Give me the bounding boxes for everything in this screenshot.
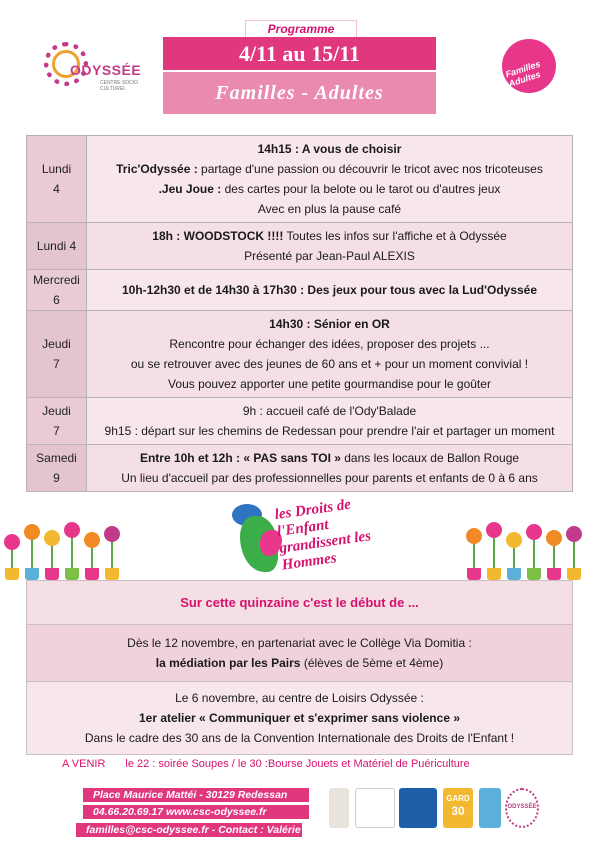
description-text: Rencontre pour échanger des idées, proposer des projets ... — [169, 337, 490, 351]
day-label: 7 — [53, 357, 60, 371]
description-text: 14h30 : Sénior en OR — [269, 317, 390, 331]
flower-stem — [111, 538, 113, 568]
redessan-logo-icon — [355, 788, 395, 828]
schedule-day — [27, 398, 87, 445]
description-text: Entre 10h et 12h : « PAS sans TOI » — [139, 451, 341, 465]
a-venir-line — [62, 758, 542, 770]
audience-banner: Familles - Adultes — [163, 72, 436, 114]
description-text: 18h : WOODSTOCK !!!! — [152, 229, 284, 243]
flower-stem — [71, 534, 73, 568]
schedule-day — [27, 223, 87, 270]
flower-stem — [31, 536, 33, 568]
description-text: 9h : accueil café de l'Ody'Balade — [242, 404, 417, 418]
flower-pot-icon — [85, 568, 99, 580]
info-text: 1er atelier « Communiquer et s'exprimer sans violence » — [139, 711, 460, 725]
description-text: 14h15 : A vous de choisir — [257, 142, 402, 156]
flower-icon — [24, 524, 40, 540]
flower-pot-icon — [487, 568, 501, 580]
programme-label: Programme — [245, 20, 357, 38]
flower-stem — [493, 534, 495, 568]
schedule-day — [27, 270, 87, 311]
schedule-row — [27, 398, 573, 445]
footer-address: Place Maurice Mattéi - 30129 Redessan — [83, 788, 309, 802]
flower-icon — [506, 532, 522, 548]
schedule-row — [27, 311, 573, 398]
day-label: Lundi — [41, 162, 72, 176]
description-text: 9h15 : départ sur les chemins de Redessan pour prendre l'air et partager un moment — [104, 424, 555, 438]
flower-icon — [4, 534, 20, 550]
schedule-description — [87, 311, 573, 398]
flower-pot-icon — [105, 568, 119, 580]
flower-pot-icon — [507, 568, 521, 580]
flower-icon — [44, 530, 60, 546]
schedule-description — [87, 223, 573, 270]
schedule-row — [27, 445, 573, 492]
flower-icon — [84, 532, 100, 548]
description-text: ou se retrouver avec des jeunes de 60 ans et + pour un moment convivial ! — [130, 357, 529, 371]
flower-stem — [473, 540, 475, 568]
schedule-table — [26, 135, 573, 492]
description-text: Vous pouvez apporter une petite gourmandise pour le goûter — [168, 377, 491, 391]
description-text: Toutes les infos sur l'affiche et à Odyssée — [283, 229, 507, 243]
description-text: dans les locaux de Ballon Rouge — [340, 451, 520, 465]
day-label: Lundi 4 — [36, 239, 77, 253]
flower-icon — [466, 528, 482, 544]
droits-enfant-logo — [226, 496, 376, 578]
description-line — [91, 421, 568, 441]
flower-stem — [533, 536, 535, 568]
description-line — [91, 314, 568, 334]
flowers-decoration-left — [0, 522, 130, 580]
description-text: Avec en plus la pause café — [257, 202, 402, 216]
flower-icon — [566, 526, 582, 542]
tower-logo-icon — [329, 788, 349, 828]
description-text: des cartes pour la belote ou le tarot ou d'autres jeux — [221, 182, 501, 196]
odyssee-logo — [40, 40, 150, 110]
day-label: Samedi — [36, 451, 77, 465]
description-line — [91, 139, 568, 159]
gard-number: 30 — [451, 804, 465, 818]
description-line — [91, 354, 568, 374]
description-text: partage d'une passion ou découvrir le tricot avec nos tricoteuses — [197, 162, 543, 176]
day-label: Mercredi — [33, 273, 80, 287]
schedule-row — [27, 223, 573, 270]
flower-pot-icon — [527, 568, 541, 580]
info-block-mediation — [27, 625, 573, 682]
logo-subtitle: CENTRE SOCIO CULTUREL — [100, 80, 139, 92]
description-line — [91, 401, 568, 421]
description-line — [91, 159, 568, 179]
flower-pot-icon — [45, 568, 59, 580]
gard-logo — [443, 788, 473, 828]
description-text: Présenté par Jean-Paul ALEXIS — [244, 249, 415, 263]
schedule-row — [27, 136, 573, 223]
schedule-description — [87, 398, 573, 445]
flower-icon — [64, 522, 80, 538]
info-text: Dès le 12 novembre, en partenariat avec le Collège Via Domitia : — [127, 636, 472, 650]
flower-pot-icon — [5, 568, 19, 580]
description-line — [91, 334, 568, 354]
flower-icon — [546, 530, 562, 546]
partner-logos — [325, 788, 540, 832]
description-line — [91, 448, 568, 468]
day-label: Jeudi — [42, 404, 71, 418]
region-logo-icon — [479, 788, 501, 828]
day-label: Jeudi — [42, 337, 71, 351]
description-text: .Jeu Joue : — [158, 182, 222, 196]
schedule-description — [87, 270, 573, 311]
footer-phone-website: 04.66.20.69.17 www.csc-odyssee.fr — [83, 805, 309, 819]
description-line — [91, 226, 568, 246]
description-line — [91, 246, 568, 266]
description-line — [91, 468, 568, 488]
description-line — [91, 374, 568, 394]
schedule-day — [27, 445, 87, 492]
description-text: Tric'Odyssée : — [116, 162, 198, 176]
footer-contact-email: familles@csc-odyssee.fr - Contact : Valérie — [76, 823, 302, 837]
info-text: Le 6 novembre, au centre de Loisirs Odyssée : — [175, 691, 424, 705]
description-text: Un lieu d'accueil par des professionnelles pour parents et enfants de 0 à 6 ans — [121, 471, 538, 485]
description-line — [91, 179, 568, 199]
day-label: 4 — [53, 182, 60, 196]
schedule-description — [87, 136, 573, 223]
flower-icon — [486, 522, 502, 538]
flower-pot-icon — [25, 568, 39, 580]
a-venir-label: A VENIR — [62, 758, 106, 770]
description-line — [91, 280, 568, 300]
caf-logo-icon — [399, 788, 437, 828]
flower-pot-icon — [65, 568, 79, 580]
flower-pot-icon — [567, 568, 581, 580]
logo-name: ODYSSÉE — [70, 62, 142, 78]
odyssee-small-logo — [505, 788, 539, 828]
familles-adultes-logo — [498, 35, 560, 103]
flower-pot-icon — [547, 568, 561, 580]
odyssee-small-label: ODYSSÉE — [507, 804, 537, 810]
schedule-row — [27, 270, 573, 311]
schedule-day — [27, 136, 87, 223]
flower-stem — [573, 538, 575, 568]
info-block-atelier — [27, 682, 573, 755]
flowers-decoration-right — [462, 522, 592, 580]
flower-pot-icon — [467, 568, 481, 580]
info-text: Dans le cadre des 30 ans de la Convention Internationale des Droits de l'Enfant ! — [84, 731, 515, 745]
schedule-description — [87, 445, 573, 492]
flower-icon — [526, 524, 542, 540]
description-text: 10h-12h30 et de 14h30 à 17h30 : Des jeux pour tous avec la Lud'Odyssée — [121, 283, 538, 297]
info-text: la médiation par les Pairs (élèves de 5ème et 4ème) — [155, 656, 444, 670]
schedule-day — [27, 311, 87, 398]
description-line — [91, 199, 568, 219]
info-heading: Sur cette quinzaine c'est le début de ... — [27, 581, 573, 625]
a-venir-text: le 22 : soirée Soupes / le 30 :Bourse Jouets et Matériel de Puériculture — [125, 758, 470, 770]
day-label: 7 — [53, 424, 60, 438]
flower-icon — [104, 526, 120, 542]
gard-label: GARD — [446, 794, 470, 803]
day-label: 9 — [53, 471, 60, 485]
info-panel — [26, 580, 573, 755]
droits-logo-text: les Droits de l'Enfant grandissent les Hommes — [273, 496, 372, 574]
day-label: 6 — [53, 293, 60, 307]
logo-right-text: Familles Adultes — [504, 58, 542, 89]
date-range-banner: 4/11 au 15/11 — [163, 37, 436, 70]
